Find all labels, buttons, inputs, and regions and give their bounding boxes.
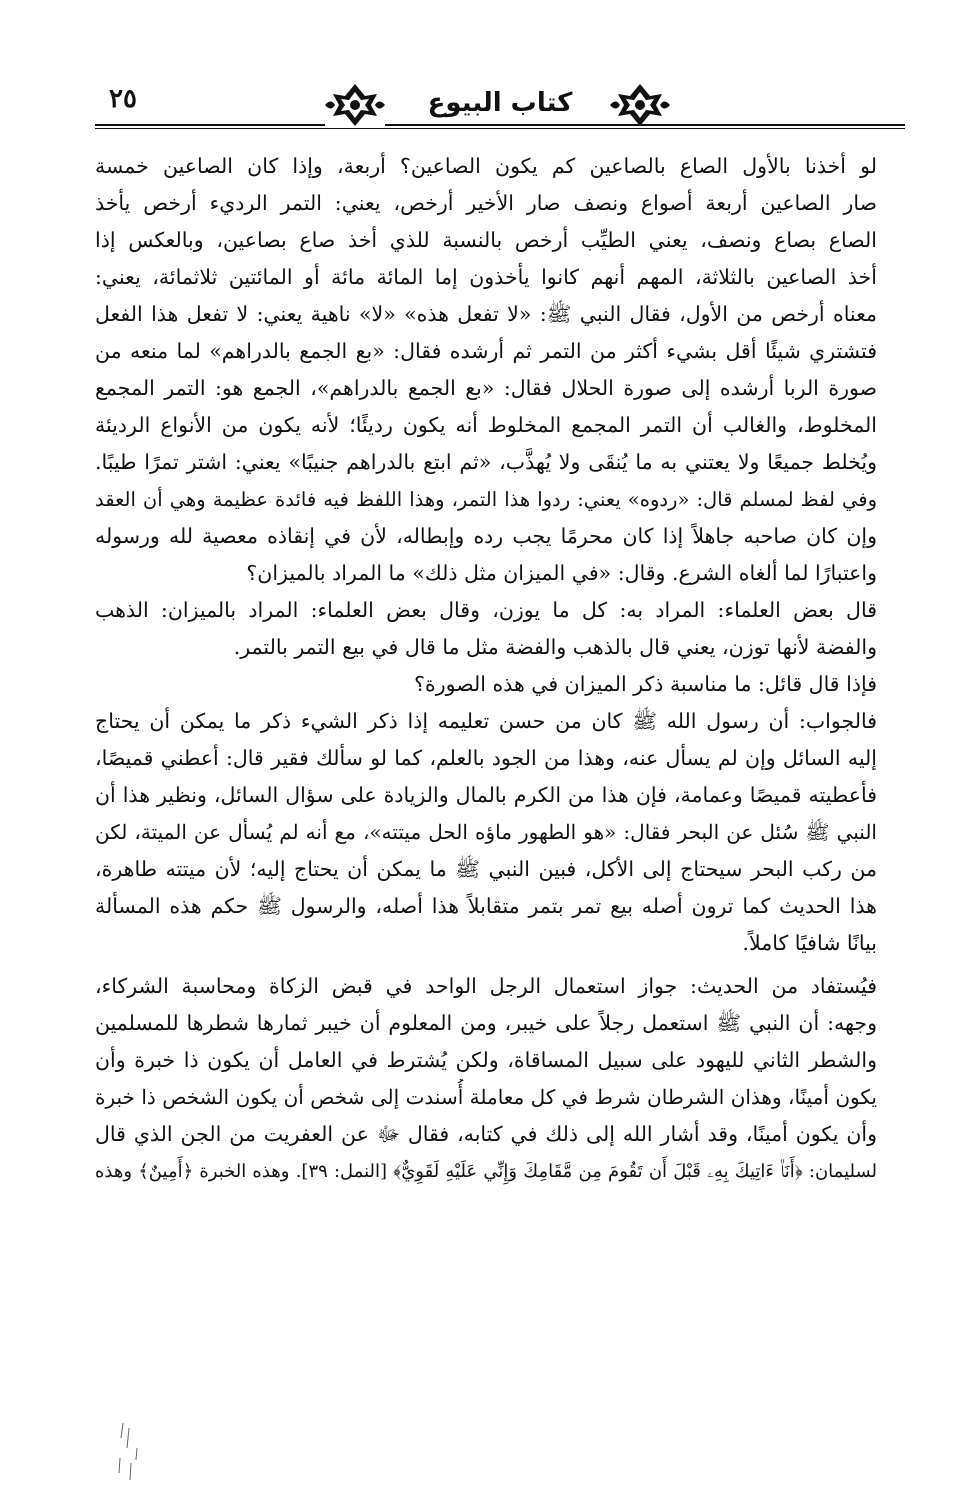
text-line: لسليمان: ﴿أَنَا۠ ءَاتِيكَ بِهِۦ قَبْلَ أَن تَقُومَ مِن مَّقَامِكَ وَإِنِّي عَلَيْهِ لَقَوِيٌّ﴾ [النمل: ٣٩]. وهذه الخبرة ﴿أَمِينٌ﴾ وهذه bbox=[95, 1161, 877, 1182]
text-line: بيانًا شافيًا كاملاً. bbox=[742, 931, 877, 955]
text-line: وفي لفظ لمسلم قال: «ردوه» يعني: ردوا هذا التمر، وهذا اللفظ فيه فائدة عظيمة وهي أن العقد bbox=[95, 488, 877, 511]
paragraph bbox=[95, 703, 905, 962]
paragraph bbox=[95, 148, 905, 592]
text-line: معناه أرخص من الأول، فقال النبي ﷺ: «لا تفعل هذه» «لا» ناهية يعني: لا تفعل هذا الفعل bbox=[95, 302, 877, 326]
header-ornament-icon bbox=[325, 80, 385, 130]
text-line: وإن كان صاحبه جاهلاً إذا كان محرمًا يجب رده وإبطاله، لأن في إنقاذه معصية لله ورسوله bbox=[95, 524, 877, 548]
margin-pencil-marks-icon bbox=[115, 1418, 145, 1488]
book-page bbox=[95, 78, 905, 1398]
text-line: والفضة لأنها توزن، يعني قال بالذهب والفضة مثل ما قال في بيع التمر بالتمر. bbox=[233, 635, 877, 659]
text-line: فإذا قال قائل: ما مناسبة ذكر الميزان في هذه الصورة؟ bbox=[414, 672, 877, 696]
paragraph bbox=[95, 968, 905, 1190]
page-body bbox=[95, 148, 905, 1190]
text-line: واعتبارًا لما ألغاه الشرع. وقال: «في الميزان مثل ذلك» ما المراد بالميزان؟ bbox=[246, 561, 877, 585]
text-line: لو أخذنا بالأول الصاع بالصاعين كم يكون الصاعين؟ أربعة، وإذا كان الصاعين خمسة bbox=[95, 154, 877, 178]
text-line: يكون أمينًا، وهذان الشرطان شرط في كل معاملة أُسندت إلى شخص أن يكون الشخص ذا خبرة bbox=[95, 1085, 877, 1109]
header-ornament-icon bbox=[610, 80, 670, 130]
text-line: ويُخلط جميعًا ولا يعتني به ما يُنقَى ولا يُهذَّب، «ثم ابتع بالدراهم جنيبًا» يعني: اشتر تمرًا طيبًا. bbox=[95, 450, 877, 474]
text-line: الصاع بصاع ونصف، يعني الطيِّب أرخص بالنسبة للذي أخذ صاع بصاعين، وبالعكس إذا bbox=[95, 228, 877, 252]
text-line: قال بعض العلماء: المراد به: كل ما يوزن، وقال بعض العلماء: المراد بالميزان: الذهب bbox=[95, 598, 877, 622]
text-line: فتشتري شيئًا أقل بشيء أكثر من التمر ثم أرشده فقال: «بع الجمع بالدراهم» لما منعه من bbox=[95, 339, 877, 363]
text-line: والشطر الثاني لليهود على سبيل المساقاة، ولكن يُشترط في العامل أن يكون ذا خبرة وأن bbox=[95, 1048, 877, 1072]
text-line: من ركب البحر سيحتاج إلى الأكل، فبين النبي ﷺ ما يمكن أن يحتاج إليه؛ لأن ميتته طاهرة، bbox=[95, 857, 877, 881]
text-line: فأعطيته قميصًا وعمامة، فإن هذا من الكرم بالمال والزيادة على سؤال السائل، ونظير هذا أن bbox=[95, 783, 877, 807]
text-line: أخذ الصاعين بالثلاثة، المهم أنهم كانوا يأخذون إما المائة مائة أو المائتين ثلاثمائة، يعني: bbox=[95, 265, 877, 289]
text-line: فالجواب: أن رسول الله ﷺ كان من حسن تعليمه إذا ذكر الشيء ذكر ما يمكن أن يحتاج bbox=[95, 709, 877, 733]
page-number: ٢٥ bbox=[109, 84, 137, 114]
text-line: وجهه: أن النبي ﷺ استعمل رجلاً على خيبر، ومن المعلوم أن خيبر ثمارها شطرها للمسلمين bbox=[95, 1011, 877, 1035]
page-header bbox=[95, 78, 905, 148]
text-line: صار الصاعين أربعة أصواع ونصف صار الأخير أرخص، يعني: التمر الرديء أرخص يأخذ bbox=[95, 191, 877, 215]
text-line: المخلوط، والغالب أن التمر المجمع المخلوط أنه يكون رديئًا؛ لأنه يكون من الأنواع الرديئة bbox=[95, 413, 877, 437]
text-line: صورة الربا أرشده إلى صورة الحلال فقال: «بع الجمع بالدراهم»، الجمع هو: التمر المجمع bbox=[95, 376, 877, 400]
text-line: هذا الحديث كما ترون أصله بيع تمر بتمر متقابلاً هذا أصله، والرسول ﷺ حكم هذه المسألة bbox=[95, 894, 877, 918]
text-line: النبي ﷺ سُئل عن البحر فقال: «هو الطهور ماؤه الحل ميتته»، مع أنه لم يُسأل عن الميتة، لكن bbox=[95, 820, 877, 844]
text-line: فيُستفاد من الحديث: جواز استعمال الرجل الواحد في قبض الزكاة ومحاسبة الشركاء، bbox=[95, 974, 877, 998]
header-rule bbox=[95, 124, 905, 126]
paragraph bbox=[95, 592, 905, 666]
text-line: وأن يكون أمينًا، وقد أشار الله إلى ذلك في كتابه، فقال ﷻ عن العفريت من الجن الذي قال bbox=[95, 1122, 877, 1146]
text-line: إليه السائل وإن لم يسأل عنه، وهذا من الجود بالعلم، كما لو سألك فقير قال: أعطني قميصًا، bbox=[95, 746, 877, 770]
running-title: كتاب البيوع bbox=[427, 88, 573, 118]
header-rule-thin bbox=[95, 128, 905, 129]
paragraph bbox=[95, 666, 905, 703]
